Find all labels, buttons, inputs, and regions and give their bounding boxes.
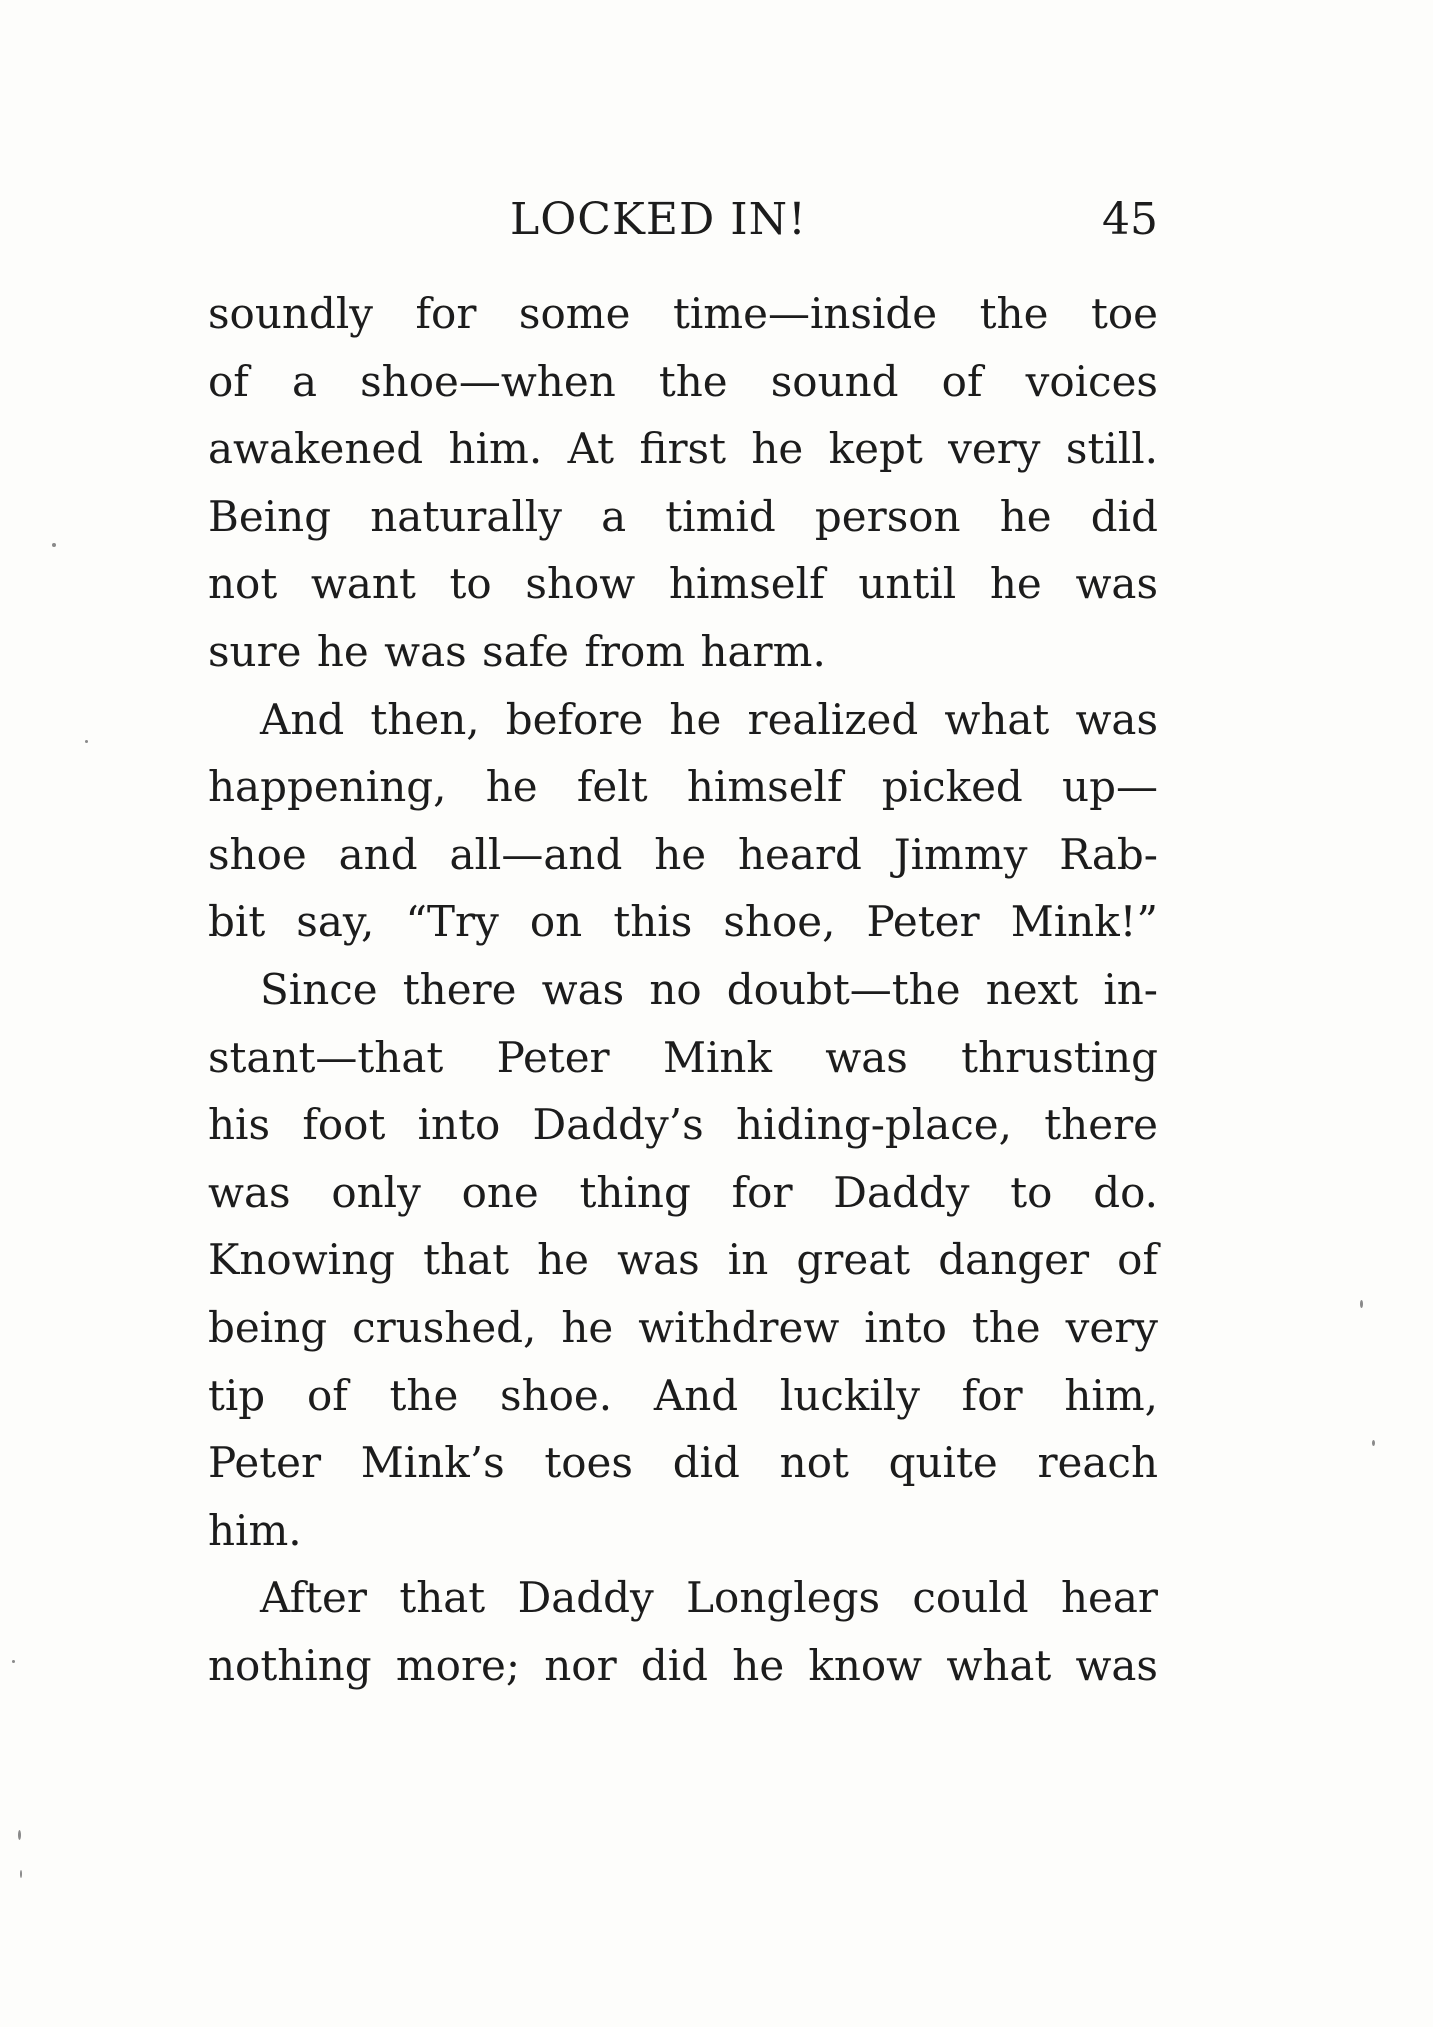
scan-speck	[18, 1830, 21, 1840]
text-line: being crushed, he withdrew into the very	[208, 1302, 1158, 1352]
text-line: soundly for some time—inside the toe	[208, 289, 1158, 338]
text-line: happening, he felt himself picked up—	[208, 762, 1158, 812]
text-line: bit say, “Try on this shoe, Peter Mink!”	[208, 897, 1158, 947]
running-head	[208, 190, 1158, 250]
text-line: shoe and all—and he heard Jimmy Rab-	[208, 829, 1158, 879]
scan-speck	[1360, 1300, 1363, 1308]
text-line: awakened him. At first he kept very still.	[208, 424, 1158, 474]
text-line: And then, before he realized what was	[260, 694, 1158, 744]
text-line: stant—that Peter Mink was thrusting	[208, 1032, 1158, 1082]
text-line: Since there was no doubt—the next in-	[260, 964, 1158, 1014]
text-line: not want to show himself until he was	[208, 559, 1158, 609]
text-line: was only one thing for Daddy to do.	[208, 1167, 1158, 1217]
text-line: of a shoe—when the sound of voices	[208, 356, 1158, 406]
scan-speck	[12, 1660, 15, 1663]
scan-speck	[85, 740, 88, 743]
text-line: sure he was safe from harm.	[208, 626, 826, 676]
running-title: LOCKED IN!	[510, 194, 807, 245]
page-number: 45	[1102, 194, 1158, 245]
text-line: Knowing that he was in great danger of	[208, 1235, 1158, 1285]
text-line: Being naturally a timid person he did	[208, 491, 1158, 541]
scan-speck	[1372, 1440, 1375, 1446]
scan-speck	[52, 543, 56, 547]
text-line: tip of the shoe. And luckily for him,	[208, 1370, 1158, 1420]
scan-speck	[20, 1870, 22, 1878]
text-line: him.	[208, 1505, 302, 1555]
text-line: nothing more; nor did he know what was	[208, 1640, 1158, 1690]
text-line: Peter Mink’s toes did not quite reach	[208, 1438, 1158, 1488]
body-text	[208, 280, 1158, 1699]
text-line: After that Daddy Longlegs could hear	[260, 1573, 1158, 1623]
text-line: his foot into Daddy’s hiding-place, there	[208, 1100, 1158, 1150]
